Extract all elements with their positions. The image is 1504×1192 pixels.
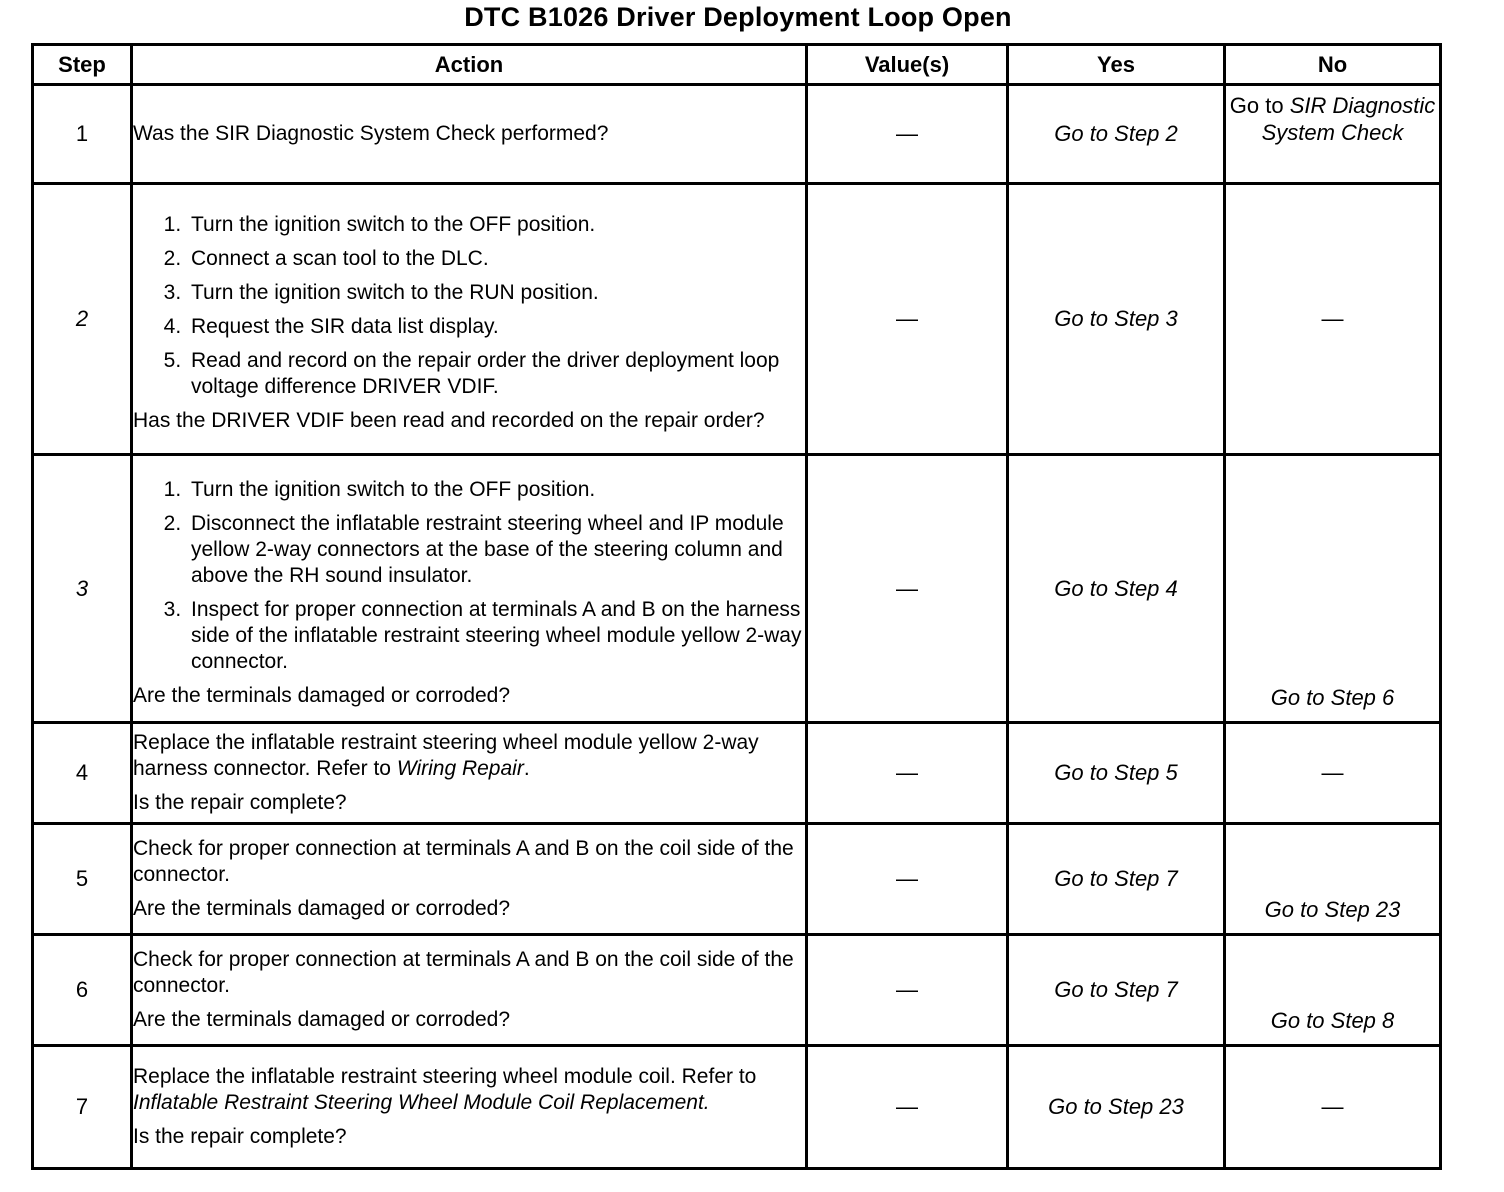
- no-cell: Go to Step 23: [1225, 824, 1441, 935]
- no-cell: [1225, 85, 1441, 184]
- table-row: [33, 1046, 1441, 1169]
- action-cell: [132, 85, 807, 184]
- no-prefix: Go to: [1229, 93, 1290, 118]
- action-step: 3. Inspect for proper connection at terminals A and B on the harness side of the inflatable restraint steering wheel module yellow 2-way connector.: [187, 597, 805, 675]
- value-cell: —: [807, 1046, 1008, 1169]
- reference-link: Wiring Repair: [396, 757, 524, 780]
- action-cell: [132, 824, 807, 935]
- table-row: [33, 455, 1441, 723]
- yes-cell: Go to Step 7: [1008, 824, 1225, 935]
- value-cell: —: [807, 824, 1008, 935]
- header-step: Step: [33, 45, 132, 85]
- action-step: 1. Turn the ignition switch to the OFF position.: [187, 212, 805, 238]
- action-text: [133, 730, 805, 782]
- action-question: Are the terminals damaged or corroded?: [133, 897, 511, 920]
- action-question: Is the repair complete?: [133, 791, 347, 814]
- yes-cell: Go to Step 4: [1008, 455, 1225, 723]
- table-row: [33, 935, 1441, 1046]
- diagnostic-table: [31, 43, 1442, 1170]
- action-step: 3. Turn the ignition switch to the RUN position.: [187, 280, 805, 306]
- step-number: 6: [33, 935, 132, 1046]
- action-step: 2. Disconnect the inflatable restraint steering wheel and IP module yellow 2-way connectors at the base of the steering column and above the RH sound insulator.: [187, 511, 805, 589]
- action-text-body: Replace the inflatable restraint steering wheel module yellow 2-way harness connector. Refer to: [133, 731, 759, 780]
- action-text: [133, 1064, 805, 1116]
- document-title: DTC B1026 Driver Deployment Loop Open: [464, 2, 1012, 32]
- no-cell: Go to Step 8: [1225, 935, 1441, 1046]
- action-cell: [132, 184, 807, 455]
- no-cell: Go to Step 6: [1225, 455, 1441, 723]
- value-cell: —: [807, 184, 1008, 455]
- action-cell: [132, 455, 807, 723]
- table-row: [33, 723, 1441, 824]
- step-number: 2: [33, 184, 132, 455]
- action-cell: [132, 723, 807, 824]
- action-question: Has the DRIVER VDIF been read and recorded on the repair order?: [133, 409, 765, 432]
- no-cell: —: [1225, 723, 1441, 824]
- action-cell: [132, 1046, 807, 1169]
- table-row: [33, 85, 1441, 184]
- step-number: 4: [33, 723, 132, 824]
- action-text: Check for proper connection at terminals A and B on the coil side of the connector.: [133, 948, 794, 997]
- action-text-body: Replace the inflatable restraint steering wheel module coil. Refer to: [133, 1065, 757, 1088]
- step-number: 1: [33, 85, 132, 184]
- action-step: 5. Read and record on the repair order the driver deployment loop voltage difference DRIVER VDIF.: [187, 348, 805, 400]
- header-action: Action: [132, 45, 807, 85]
- yes-cell: Go to Step 7: [1008, 935, 1225, 1046]
- action-cell: [132, 935, 807, 1046]
- value-cell: —: [807, 723, 1008, 824]
- step-number: 3: [33, 455, 132, 723]
- header-value: Value(s): [807, 45, 1008, 85]
- header-yes: Yes: [1008, 45, 1225, 85]
- header-no: No: [1225, 45, 1441, 85]
- yes-cell: Go to Step 23: [1008, 1046, 1225, 1169]
- action-question: Is the repair complete?: [133, 1125, 347, 1148]
- yes-cell: Go to Step 5: [1008, 723, 1225, 824]
- no-link: SIR Diagnostic System Check: [1261, 93, 1436, 145]
- reference-suffix: .: [523, 757, 530, 780]
- action-question: Are the terminals damaged or corroded?: [133, 683, 511, 707]
- action-steps: [133, 212, 805, 400]
- action-question: Was the SIR Diagnostic System Check performed?: [133, 122, 609, 145]
- value-cell: —: [807, 935, 1008, 1046]
- table-row: [33, 824, 1441, 935]
- value-cell: —: [807, 85, 1008, 184]
- action-step: 1. Turn the ignition switch to the OFF position.: [187, 477, 805, 503]
- yes-cell: Go to Step 3: [1008, 184, 1225, 455]
- header-row: [33, 45, 1441, 85]
- action-text: Check for proper connection at terminals A and B on the coil side of the connector.: [133, 837, 794, 886]
- value-cell: —: [807, 455, 1008, 723]
- yes-cell: Go to Step 2: [1008, 85, 1225, 184]
- table-row: [33, 184, 1441, 455]
- reference-link: Inflatable Restraint Steering Wheel Module Coil Replacement: [133, 1091, 704, 1114]
- reference-suffix: .: [703, 1091, 710, 1114]
- step-number: 5: [33, 824, 132, 935]
- no-cell: —: [1225, 184, 1441, 455]
- no-cell: —: [1225, 1046, 1441, 1169]
- action-step: 2. Connect a scan tool to the DLC.: [187, 246, 805, 272]
- action-steps: [133, 477, 805, 675]
- action-question: Are the terminals damaged or corroded?: [133, 1008, 511, 1031]
- action-step: 4. Request the SIR data list display.: [187, 314, 805, 340]
- step-number: 7: [33, 1046, 132, 1169]
